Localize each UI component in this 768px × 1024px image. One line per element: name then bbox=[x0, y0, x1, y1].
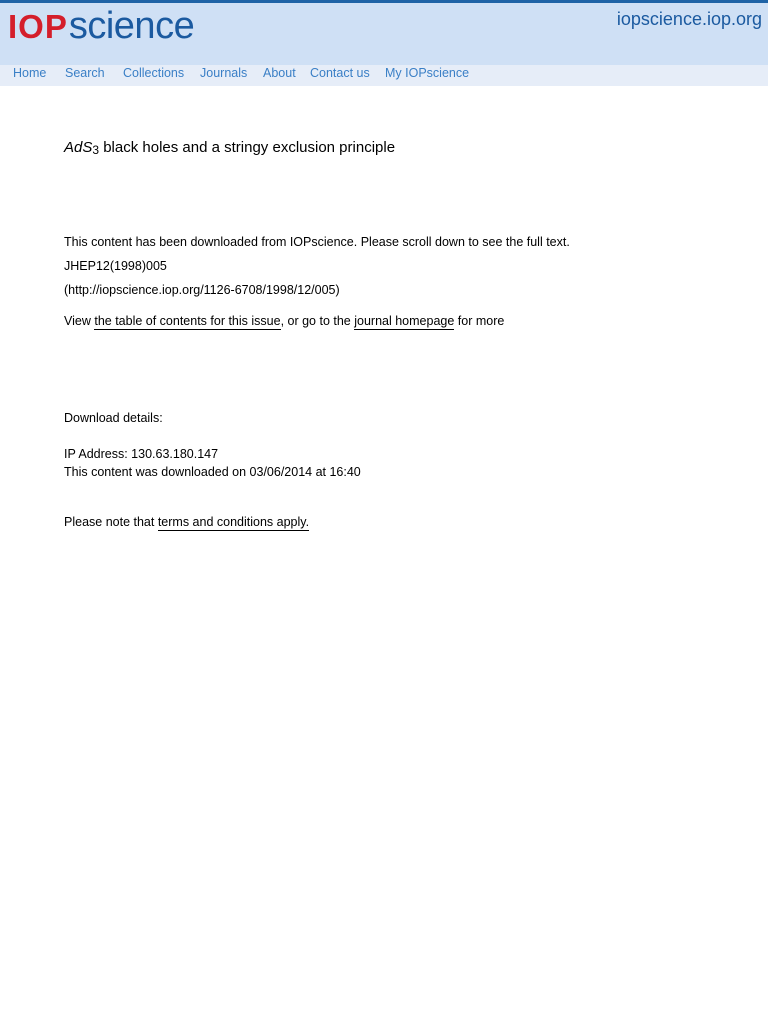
main-nav bbox=[0, 65, 768, 86]
terms-line bbox=[64, 514, 309, 530]
iopscience-logo[interactable] bbox=[8, 6, 194, 46]
download-notice: This content has been downloaded from IOPscience. Please scroll down to see the full text. bbox=[64, 235, 570, 249]
title-ads: AdS$_3$ bbox=[64, 139, 100, 157]
title-rest: black holes and a stringy exclusion principle bbox=[99, 139, 396, 156]
terms-link[interactable]: terms and conditions apply. bbox=[157, 515, 310, 529]
nav-my-iopscience[interactable]: My IOPscience bbox=[385, 66, 470, 80]
logo-iop-text: IOP bbox=[8, 8, 68, 45]
nav-contact-us[interactable]: Contact us bbox=[310, 66, 370, 80]
nav-home[interactable]: Home bbox=[13, 66, 47, 80]
view-line bbox=[64, 313, 504, 329]
nav-about[interactable]: About bbox=[263, 66, 296, 80]
citation: JHEP12(1998)005 bbox=[64, 259, 167, 273]
article-url: (http://iopscience.iop.org/1126-6708/1998/12/005) bbox=[64, 283, 340, 297]
view-prefix: View bbox=[64, 314, 95, 328]
toc-link[interactable]: the table of contents for this issue bbox=[94, 314, 281, 328]
site-header bbox=[0, 3, 768, 65]
terms-prefix: Please note that bbox=[64, 515, 158, 529]
view-middle: , or go to the bbox=[280, 314, 355, 328]
ip-address: IP Address: 130.63.180.147 bbox=[64, 447, 219, 461]
nav-collections[interactable]: Collections bbox=[123, 66, 185, 80]
title-subscript: 3 bbox=[92, 143, 100, 157]
journal-homepage-link[interactable]: journal homepage bbox=[354, 314, 455, 328]
logo-science-text: science bbox=[68, 5, 195, 47]
article-title bbox=[64, 138, 395, 158]
nav-search[interactable]: Search bbox=[65, 66, 105, 80]
nav-journals[interactable]: Journals bbox=[200, 66, 248, 80]
view-suffix: for more bbox=[454, 314, 505, 328]
downloaded-on: This content was downloaded on 03/06/2014 at 16:40 bbox=[64, 465, 361, 479]
site-url[interactable]: iopscience.iop.org bbox=[616, 9, 762, 29]
download-details-heading: Download details: bbox=[64, 411, 163, 425]
